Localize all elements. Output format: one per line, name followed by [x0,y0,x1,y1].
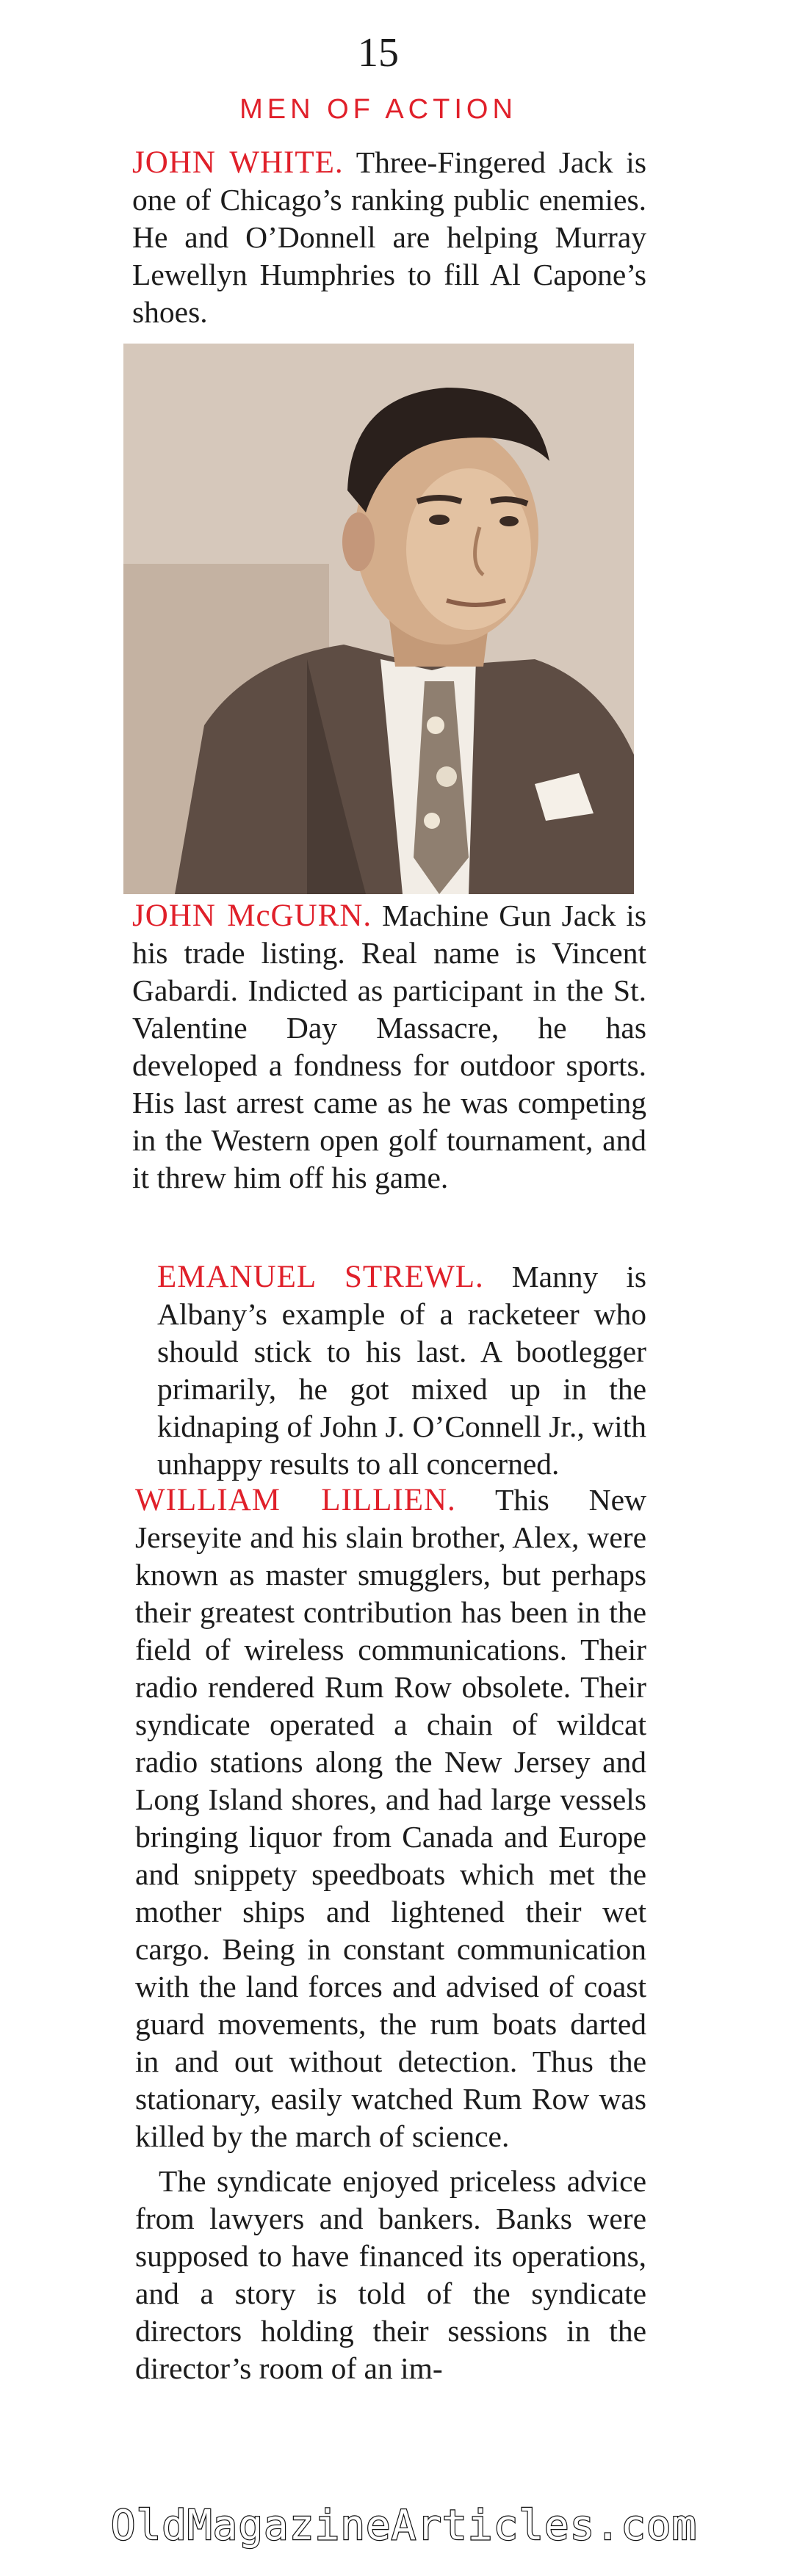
portrait-photo [123,344,634,894]
article-name: EMANUEL STREWL. [157,1260,484,1294]
site-watermark[interactable]: OldMagazineArticles.com [110,2502,698,2550]
page-number: 15 [358,30,399,76]
article-body: Manny is Albany’s example of a racketeer who should stick to his last. A bootlegger primarily, he got mixed up in the kidnaping of John J. O’Connell Jr., with unhappy results to all concerned. [157,1260,646,1481]
article-john-white [132,144,646,331]
article-john-mcgurn [132,897,646,1197]
article-name: JOHN McGURN. [132,899,372,933]
article-body: Three-Fingered Jack is one of Chicago’s ranking public enemies. He and O’Donnell are helping Murray Lewellyn Humphries to fill Al Capone’s shoes. [132,145,646,329]
section-title: MEN OF ACTION [239,94,517,125]
article-name: JOHN WHITE. [132,145,344,180]
article-body: This New Jerseyite and his slain brother, Alex, were known as master smugglers, but perhaps their greatest contribution has been in the field of wireless communications. Their radio rendered Rum Row obsolete. Their syndicate operated a chain of wildcat radio stations along the New Jersey and Long Island shores, and had large vessels bringing liquor from Canada and Europe and snippety speedboats which met the mother ships and lightened their wet cargo. Being in constant communication with the land forces and advised of coast guard movements, the rum boats darted in and out without detection. Thus the stationary, easily watched Rum Row was killed by the march of science. [135,1483,646,2153]
article-name: WILLIAM LILLIEN. [135,1483,456,1517]
article-body: Machine Gun Jack is his trade listing. Real name is Vincent Gabardi. Indicted as participant in the St. Valentine Day Massacre, he has developed a fondness for outdoor sports. His last arrest came as he was competing in the Western open golf tournament, and it threw him off his game. [132,899,646,1194]
article-emanuel-strewl [157,1258,646,1483]
article-body-continued: The syndicate enjoyed priceless advice from lawyers and bankers. Banks were supposed to have financed its operations, and a story is told of the syndicate directors holding their sessions in the director’s room of an im- [135,2164,646,2385]
article-william-lillien [135,1481,646,2387]
